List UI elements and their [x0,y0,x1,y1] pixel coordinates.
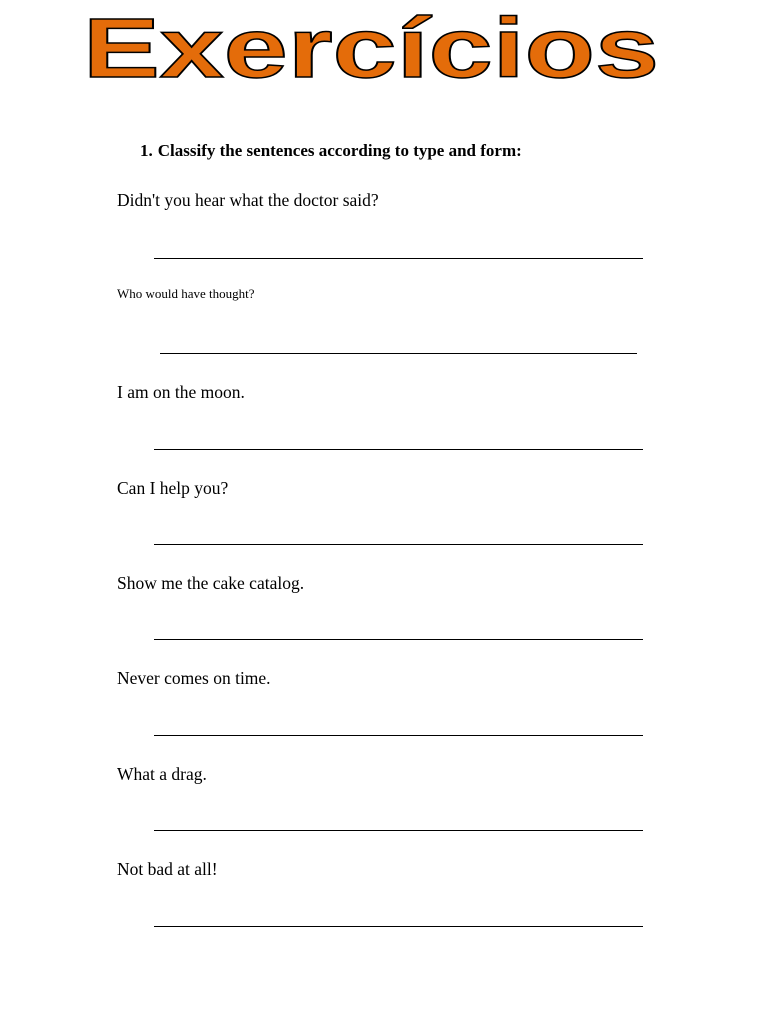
answer-line[interactable] [154,639,643,640]
answer-line[interactable] [154,544,643,545]
sentence-item: I am on the moon. [117,382,245,402]
answer-line[interactable] [154,258,643,259]
sentence-item: Can I help you? [117,478,229,498]
worksheet-title [0,0,768,100]
sentence-item: Not bad at all! [117,859,218,879]
answer-line[interactable] [154,735,643,736]
sentence-item: What a drag. [117,764,207,784]
sentence-item: Never comes on time. [117,668,271,688]
sentence-item: Show me the cake catalog. [117,573,305,593]
exercise-instruction [140,141,522,161]
answer-line[interactable] [154,830,643,831]
sentence-item: Didn't you hear what the doctor said? [117,190,379,210]
sentence-item: Who would have thought? [117,286,255,301]
answer-line[interactable] [160,353,637,354]
instruction-text: Classify the sentences according to type and form: [157,141,522,160]
exercise-number: 1. [140,141,153,160]
answer-line[interactable] [154,926,643,927]
title-text: Exercícios [83,1,659,95]
answer-line[interactable] [154,449,643,450]
